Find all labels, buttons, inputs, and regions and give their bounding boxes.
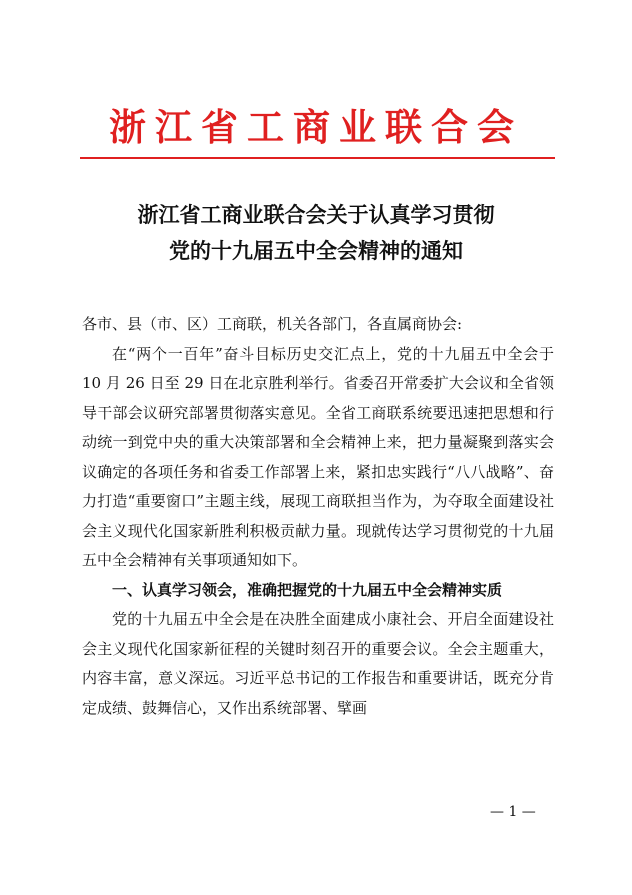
paragraph-intro: 在“两个一百年”奋斗目标历史交汇点上，党的十九届五中全会于 10 月 26 日至 29 日在北京胜利举行。省委召开常委扩大会议和全省领导干部会议研究部署贯彻落实意见。全省工商联系统要迅速把思想和行动统一到党中央的重大决策部署和全会精神上来，把力量凝聚到落实会议确定的各项任务和省委工作部署上来，紧扣忠实践行“八八战略”、奋力打造“重要窗口”主题主线，展现工商联担当作为，为夺取全面建设社会主义现代化国家新胜利积极贡献力量。现就传达学习贯彻党的十九届五中全会精神有关事项通知如下。 <box>82 344 554 569</box>
title-line-2: 党的十九届五中全会精神的通知 <box>169 238 463 263</box>
section-heading-1: 一、认真学习领会，准确把握党的十九届五中全会精神实质 <box>112 580 503 599</box>
document-body <box>82 310 554 723</box>
paragraph-section-1: 党的十九届五中全会是在决胜全面建成小康社会、开启全面建设社会主义现代化国家新征程的关键时刻召开的重要会议。全会主题重大，内容丰富，意义深远。习近平总书记的工作报告和重要讲话，既充分肯定成绩、鼓舞信心，又作出系统部署、擘画 <box>82 610 554 717</box>
org-header: 浙江省工商业联合会 <box>109 105 523 149</box>
page-number: — 1 — <box>490 804 536 820</box>
title-line-1: 浙江省工商业联合会关于认真学习贯彻 <box>137 202 495 227</box>
document-title <box>80 197 552 269</box>
header-red-rule <box>80 157 555 159</box>
salutation: 各市、县（市、区）工商联，机关各部门，各直属商协会: <box>82 315 463 333</box>
